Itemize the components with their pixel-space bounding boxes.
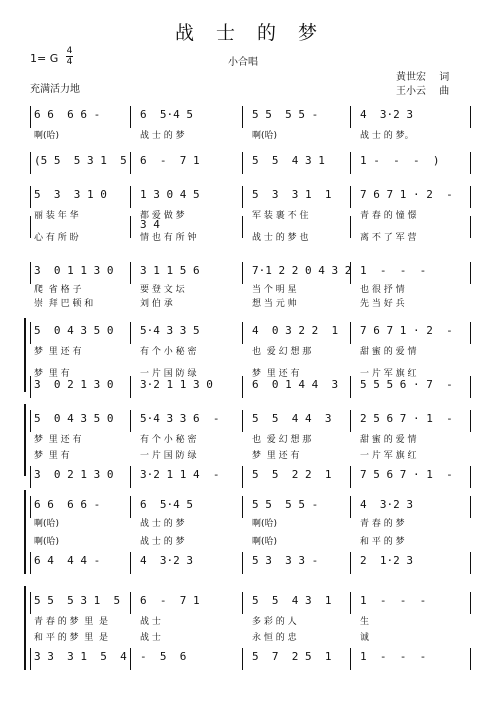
notation-measure: 7 6 7 1 · 2 - bbox=[360, 324, 453, 337]
lyric-measure: 一 片 国 防 绿 bbox=[140, 369, 197, 379]
notation-measure: 4 3·2 3 bbox=[360, 498, 413, 511]
system-bracket bbox=[24, 490, 26, 574]
bar-line bbox=[130, 152, 131, 174]
lyric-row bbox=[30, 294, 470, 316]
notation-row bbox=[30, 106, 470, 128]
notation-measure: 7·1 2 2 0 4 3 2 bbox=[252, 264, 352, 277]
lyric-measure: 想 当 元 帅 bbox=[252, 299, 297, 309]
notation-measure: 6 6 6 6 - bbox=[34, 108, 101, 121]
notation-measure: 3 4 bbox=[140, 218, 160, 231]
notation-measure: 2 5 6 7 · 1 - bbox=[360, 412, 453, 425]
lyric-measure: 甜 蜜 的 爱 情 bbox=[360, 347, 417, 357]
lyric-measure: 和 平 的 梦 bbox=[360, 537, 405, 547]
notation-measure: 6 - 7 1 bbox=[140, 594, 200, 607]
notation-measure: 6 5·4 5 bbox=[140, 498, 193, 511]
notation-measure: 3 3 3 1 5 4 bbox=[34, 650, 127, 663]
notation-measure: 6 4 4 4 - bbox=[34, 554, 101, 567]
bar-line bbox=[470, 496, 471, 518]
notation-measure: 2 1·2 3 bbox=[360, 554, 413, 567]
bar-line bbox=[130, 186, 131, 208]
lyric-measure: 诚 bbox=[360, 633, 370, 643]
lyric-measure: 梦 里 还 有 bbox=[252, 369, 300, 379]
lyricist-role: 词 bbox=[439, 72, 450, 83]
bar-line bbox=[470, 592, 471, 614]
lyricist-name: 黄世宏 bbox=[396, 72, 426, 83]
notation-measure: 5 5 4 4 3 bbox=[252, 412, 332, 425]
notation-measure: 5·4 3 3 5 bbox=[140, 324, 200, 337]
bar-line bbox=[242, 592, 243, 614]
notation-row bbox=[30, 376, 470, 398]
notation-measure: 6 0 1 4 4 3 bbox=[252, 378, 339, 391]
time-signature bbox=[66, 46, 73, 67]
lyric-measure: 也 爱 幻 想 那 bbox=[252, 435, 312, 445]
notation-measure: 6 - 7 1 bbox=[140, 154, 200, 167]
bar-line bbox=[242, 410, 243, 432]
notation-measure: 5 5 2 2 1 bbox=[252, 468, 332, 481]
notation-row bbox=[30, 152, 470, 174]
bar-line bbox=[30, 376, 31, 398]
lyric-measure: 战 士 bbox=[140, 633, 161, 643]
bar-line bbox=[242, 152, 243, 174]
lyric-measure: 离 不 了 军 营 bbox=[360, 233, 417, 243]
lyric-row bbox=[30, 628, 470, 650]
lyric-measure: 要 登 文 坛 bbox=[140, 285, 185, 295]
system-bracket bbox=[24, 318, 26, 392]
bar-line bbox=[242, 376, 243, 398]
lyric-measure: 和 平 的 梦 里 是 bbox=[34, 633, 109, 643]
bar-line bbox=[130, 592, 131, 614]
bar-line bbox=[350, 106, 351, 128]
bar-line bbox=[350, 322, 351, 344]
bar-line bbox=[30, 410, 31, 432]
song-title: 战 士 的 梦 bbox=[174, 22, 326, 44]
lyric-measure: 也 爱 幻 想 那 bbox=[252, 347, 312, 357]
bar-line bbox=[130, 376, 131, 398]
bar-line bbox=[350, 466, 351, 488]
bar-line bbox=[350, 592, 351, 614]
lyric-measure: 多 彩 的 人 bbox=[252, 617, 297, 627]
lyric-measure: 梦 里 还 有 bbox=[34, 435, 82, 445]
bar-line bbox=[470, 376, 471, 398]
key-signature: 1= G bbox=[30, 52, 59, 65]
lyric-measure: 永 恒 的 忠 bbox=[252, 633, 297, 643]
bar-line bbox=[350, 648, 351, 670]
notation-measure: 7 6 7 1 · 2 - bbox=[360, 188, 453, 201]
lyric-measure: 刘 伯 承 bbox=[140, 299, 173, 309]
bar-line bbox=[30, 106, 31, 128]
bar-line bbox=[350, 186, 351, 208]
lyric-measure: 战 士 的 梦。 bbox=[360, 131, 414, 141]
notation-measure: 5·4 3 3 6 - bbox=[140, 412, 220, 425]
bar-line bbox=[242, 106, 243, 128]
time-signature-top: 4 bbox=[66, 46, 73, 56]
notation-measure: 1 - - - bbox=[360, 264, 427, 277]
lyric-measure: 有 个 小 秘 密 bbox=[140, 435, 197, 445]
lyric-row bbox=[30, 342, 470, 364]
lyric-measure: 青 春 的 梦 bbox=[360, 519, 405, 529]
notation-measure: 3·2 1 1 4 - bbox=[140, 468, 220, 481]
lyric-measure: 有 个 小 秘 密 bbox=[140, 347, 197, 357]
notation-measure: 5 3 3 3 - bbox=[252, 554, 319, 567]
lyric-measure: 甜 蜜 的 爱 情 bbox=[360, 435, 417, 445]
lyric-measure: 一 片 军 旗 红 bbox=[360, 451, 417, 461]
bar-line bbox=[130, 648, 131, 670]
bar-line bbox=[470, 152, 471, 174]
bar-line bbox=[470, 106, 471, 128]
bar-line bbox=[242, 466, 243, 488]
lyric-row bbox=[30, 446, 470, 468]
bar-line bbox=[470, 262, 471, 284]
bar-line bbox=[30, 322, 31, 344]
lyric-measure: 青 春 的 梦 里 是 bbox=[34, 617, 109, 627]
lyric-measure: 战 士 的 梦 bbox=[140, 131, 185, 141]
bar-line bbox=[30, 552, 31, 574]
lyric-measure: 啊(哈) bbox=[252, 519, 278, 529]
composer-role: 曲 bbox=[439, 86, 450, 97]
bar-line bbox=[470, 216, 471, 238]
notation-row bbox=[30, 410, 470, 432]
lyric-measure: 啊(哈) bbox=[252, 537, 278, 547]
lyric-measure: 爬 省 格 子 bbox=[34, 285, 82, 295]
bar-line bbox=[30, 466, 31, 488]
lyric-measure: 先 当 好 兵 bbox=[360, 299, 405, 309]
genre-label: 小合唱 bbox=[228, 57, 258, 68]
notation-measure: 4 3·2 3 bbox=[360, 108, 413, 121]
notation-row bbox=[30, 466, 470, 488]
notation-measure: 5 5 5 5 - bbox=[252, 498, 319, 511]
lyric-measure: 生 bbox=[360, 617, 370, 627]
composer-name: 王小云 bbox=[396, 86, 426, 97]
notation-measure: 5 5 5 5 - bbox=[252, 108, 319, 121]
bar-line bbox=[242, 648, 243, 670]
notation-measure: 3 0 2 1 3 0 bbox=[34, 378, 114, 391]
notation-measure: 5 7 2 5 1 bbox=[252, 650, 332, 663]
lyric-measure: 战 士 的 梦 bbox=[140, 519, 185, 529]
bar-line bbox=[130, 410, 131, 432]
notation-measure: 4 0 3 2 2 1 bbox=[252, 324, 339, 337]
notation-row bbox=[30, 552, 470, 574]
lyric-measure: 丽 装 年 华 bbox=[34, 211, 79, 221]
notation-measure: 3 0 2 1 3 0 bbox=[34, 468, 114, 481]
notation-measure: 5 5 5 6 · 7 - bbox=[360, 378, 453, 391]
notation-row bbox=[30, 648, 470, 670]
lyric-measure: 也 很 抒 情 bbox=[360, 285, 405, 295]
notation-measure: (5 5 5 3 1 5 bbox=[34, 154, 127, 167]
system-bracket bbox=[24, 586, 26, 670]
bar-line bbox=[242, 186, 243, 208]
lyric-measure: 啊(哈) bbox=[252, 131, 278, 141]
notation-measure: 5 0 4 3 5 0 bbox=[34, 412, 114, 425]
notation-measure: 3 0 1 1 3 0 bbox=[34, 264, 114, 277]
bar-line bbox=[470, 322, 471, 344]
lyric-measure: 崇 拜 巴 顿 和 bbox=[34, 299, 94, 309]
lyric-row bbox=[30, 126, 470, 148]
lyric-measure: 梦 里 还 有 bbox=[252, 451, 300, 461]
notation-measure: 6 6 6 6 - bbox=[34, 498, 101, 511]
notation-row bbox=[30, 592, 470, 614]
bar-line bbox=[130, 466, 131, 488]
bar-line bbox=[130, 106, 131, 128]
lyricist-credit bbox=[396, 68, 449, 83]
lyric-measure: 战 士 bbox=[140, 617, 161, 627]
lyric-measure: 一 片 国 防 绿 bbox=[140, 451, 197, 461]
bar-line bbox=[350, 552, 351, 574]
bar-line bbox=[30, 592, 31, 614]
bar-line bbox=[30, 186, 31, 208]
lyric-measure: 啊(哈) bbox=[34, 519, 60, 529]
notation-row bbox=[30, 186, 470, 208]
notation-measure: 6 5·4 5 bbox=[140, 108, 193, 121]
lyric-measure: 情 也 有 所 钟 bbox=[140, 233, 197, 243]
bar-line bbox=[470, 552, 471, 574]
notation-measure: - 5 6 bbox=[140, 650, 187, 663]
lyric-measure: 战 士 的 梦 也 bbox=[252, 233, 309, 243]
notation-measure: 3 1 1 5 6 bbox=[140, 264, 200, 277]
notation-measure: 3·2 1 1 3 0 bbox=[140, 378, 213, 391]
lyric-measure: 一 片 军 旗 红 bbox=[360, 369, 417, 379]
bar-line bbox=[470, 466, 471, 488]
lyric-measure: 啊(哈) bbox=[34, 131, 60, 141]
lyric-measure: 啊(哈) bbox=[34, 537, 60, 547]
bar-line bbox=[350, 152, 351, 174]
system-bracket bbox=[24, 404, 26, 476]
composer-credit bbox=[396, 82, 449, 97]
bar-line bbox=[470, 648, 471, 670]
lyric-measure: 战 士 的 梦 bbox=[140, 537, 185, 547]
notation-measure: 5 5 5 3 1 5 bbox=[34, 594, 121, 607]
bar-line bbox=[350, 376, 351, 398]
notation-measure: 7 5 6 7 · 1 - bbox=[360, 468, 453, 481]
bar-line bbox=[470, 410, 471, 432]
notation-row bbox=[30, 322, 470, 344]
lyric-measure: 心 有 所 盼 bbox=[34, 233, 79, 243]
lyric-measure: 当 个 明 星 bbox=[252, 285, 297, 295]
time-signature-bottom: 4 bbox=[66, 57, 73, 67]
bar-line bbox=[242, 322, 243, 344]
notation-measure: 5 3 3 1 1 bbox=[252, 188, 332, 201]
bar-line bbox=[130, 322, 131, 344]
lyric-measure: 梦 里 有 bbox=[34, 451, 70, 461]
notation-measure: 1 - - - ) bbox=[360, 154, 440, 167]
notation-measure: 5 5 4 3 1 bbox=[252, 594, 332, 607]
bar-line bbox=[242, 552, 243, 574]
notation-measure: 1 3 0 4 5 bbox=[140, 188, 200, 201]
bar-line bbox=[30, 152, 31, 174]
bar-line bbox=[350, 410, 351, 432]
notation-measure: 5 5 4 3 1 bbox=[252, 154, 325, 167]
notation-measure: 5 3 3 1 0 bbox=[34, 188, 107, 201]
lyric-measure: 军 装 裹 不 住 bbox=[252, 211, 309, 221]
lyric-measure: 梦 里 还 有 bbox=[34, 347, 82, 357]
bar-line bbox=[470, 186, 471, 208]
lyric-measure: 都 爱 做 梦 bbox=[140, 211, 185, 221]
notation-measure: 1 - - - bbox=[360, 594, 427, 607]
notation-measure: 5 0 4 3 5 0 bbox=[34, 324, 114, 337]
lyric-row bbox=[30, 228, 470, 250]
notation-measure: 4 3·2 3 bbox=[140, 554, 193, 567]
bar-line bbox=[30, 648, 31, 670]
lyric-row bbox=[30, 532, 470, 554]
lyric-measure: 梦 里 有 bbox=[34, 369, 70, 379]
notation-measure: 1 - - - bbox=[360, 650, 427, 663]
tempo-mark: 充满活力地 bbox=[30, 84, 80, 95]
bar-line bbox=[130, 552, 131, 574]
lyric-measure: 青 春 的 憧 憬 bbox=[360, 211, 417, 221]
